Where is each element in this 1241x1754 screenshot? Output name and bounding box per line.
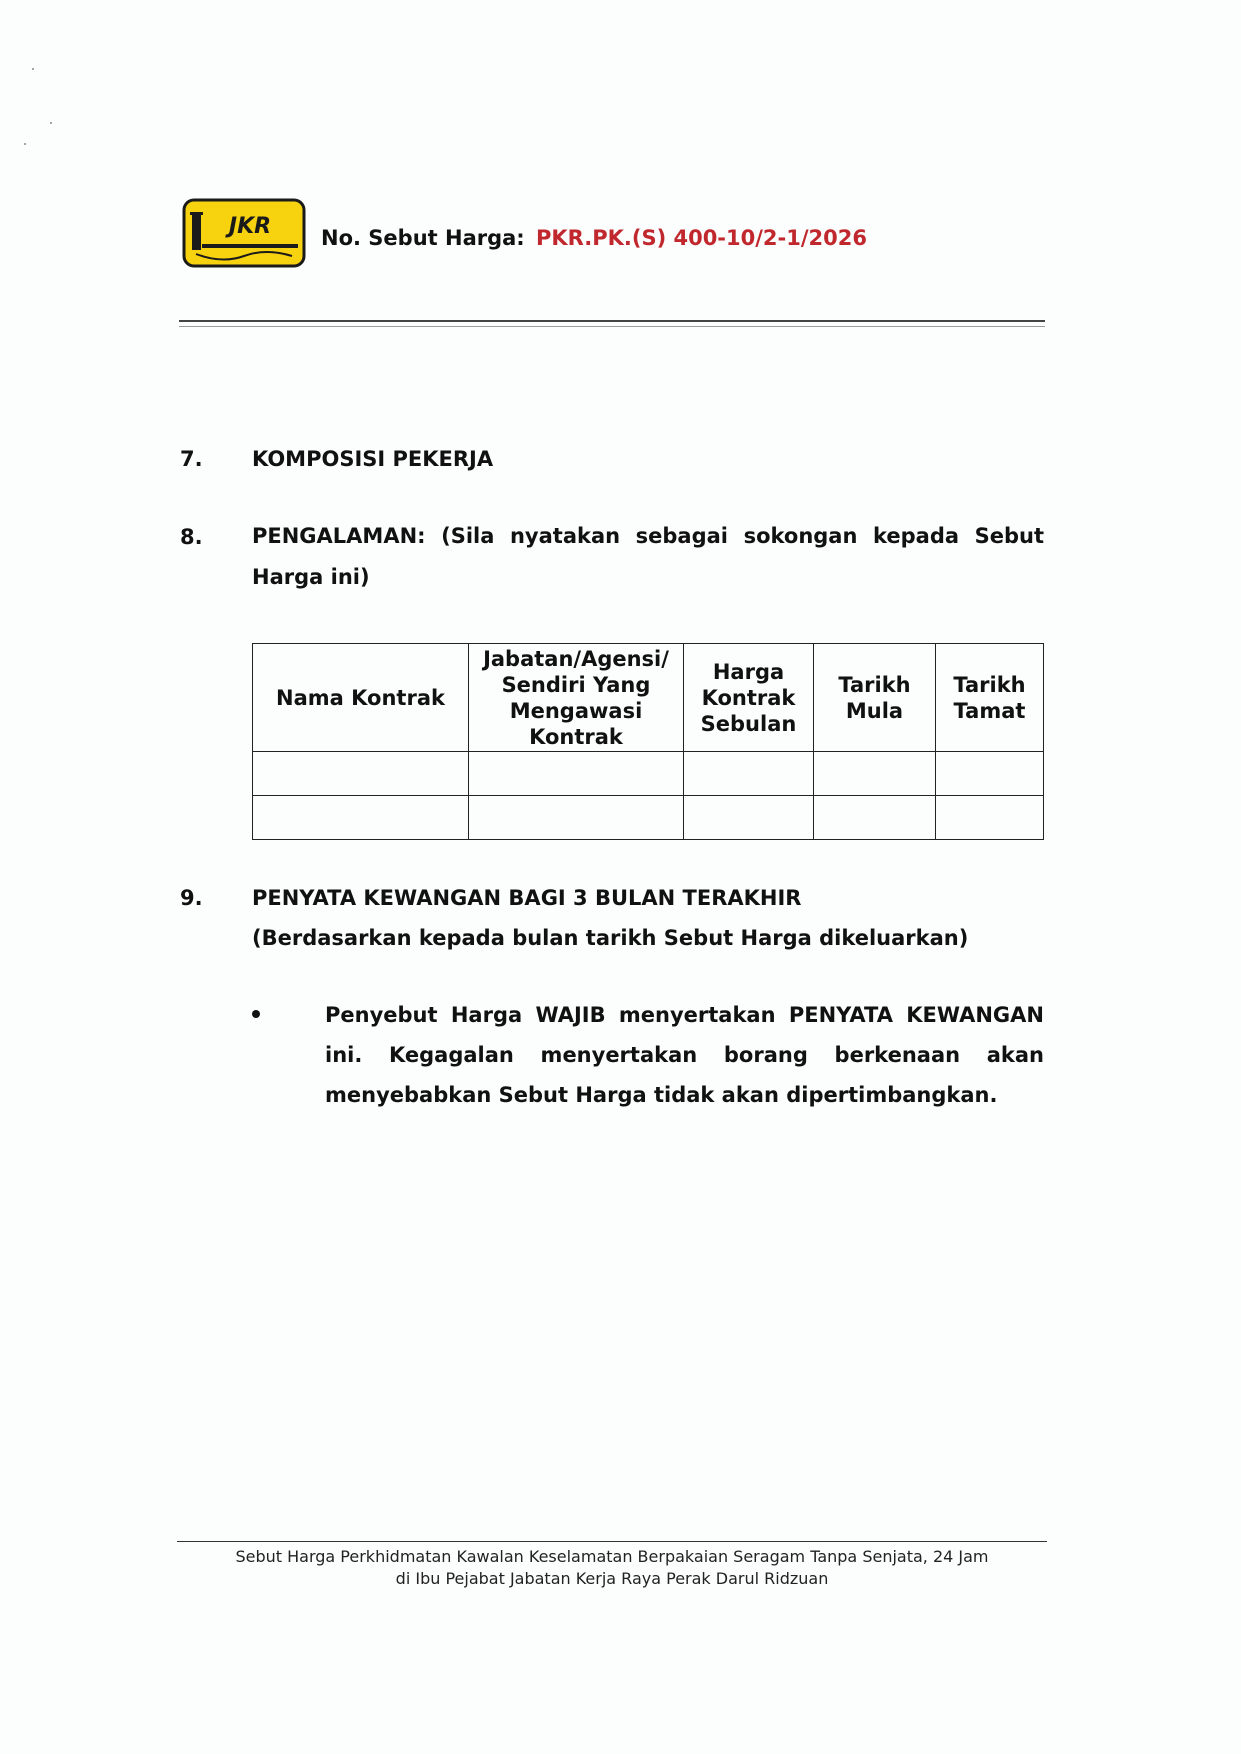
footer-line-1: Sebut Harga Perkhidmatan Kawalan Keselamatan Berpakaian Seragam Tanpa Senjata, 24 Jam (235, 1547, 989, 1566)
header-divider (179, 320, 1045, 322)
bullet-icon (252, 1010, 260, 1018)
table-cell[interactable] (814, 752, 936, 796)
table-header-row (253, 644, 1044, 752)
table-cell[interactable] (253, 752, 469, 796)
quotation-number-label: No. Sebut Harga: (321, 226, 525, 250)
section-8-number: 8. (180, 525, 203, 549)
footer-divider (177, 1541, 1047, 1542)
section-9-number: 9. (180, 886, 203, 910)
section-9-title: PENYATA KEWANGAN BAGI 3 BULAN TERAKHIR (252, 886, 802, 910)
table-row (253, 796, 1044, 840)
col-header-monthly-price: Harga Kontrak Sebulan (684, 644, 814, 752)
scan-speck (24, 143, 26, 145)
section-8-text: PENGALAMAN: (Sila nyatakan sebagai sokongan kepada Sebut Harga ini) (252, 524, 1044, 589)
table-cell[interactable] (936, 752, 1044, 796)
section-7-title: KOMPOSISI PEKERJA (252, 447, 494, 471)
col-header-contract-name: Nama Kontrak (253, 644, 469, 752)
financial-statement-note: Penyebut Harga WAJIB menyertakan PENYATA KEWANGAN ini. Kegagalan menyertakan borang berkenaan akan menyebabkan Sebut Harga tidak akan dipertimbangkan. (325, 1003, 1044, 1107)
header-divider-thin (179, 326, 1045, 327)
col-header-supervising-agency: Jabatan/Agensi/ Sendiri Yang Mengawasi Kontrak (469, 644, 684, 752)
footer (177, 1546, 1047, 1590)
table-cell[interactable] (936, 796, 1044, 840)
jkr-logo (182, 198, 306, 270)
table-row (253, 752, 1044, 796)
scan-speck (50, 122, 52, 124)
experience-table (252, 643, 1044, 840)
quotation-number-value: PKR.PK.(S) 400-10/2-1/2026 (536, 226, 867, 250)
table-cell[interactable] (814, 796, 936, 840)
section-7-number: 7. (180, 447, 203, 471)
scan-speck (32, 68, 34, 70)
table-cell[interactable] (684, 752, 814, 796)
col-header-end-date: Tarikh Tamat (936, 644, 1044, 752)
logo-text: JKR (228, 214, 272, 239)
section-9-subtitle: (Berdasarkan kepada bulan tarikh Sebut Harga dikeluarkan) (252, 926, 969, 950)
table-cell[interactable] (469, 796, 684, 840)
footer-line-2: di Ibu Pejabat Jabatan Kerja Raya Perak Darul Ridzuan (395, 1569, 829, 1588)
table-cell[interactable] (469, 752, 684, 796)
table-cell[interactable] (253, 796, 469, 840)
col-header-start-date: Tarikh Mula (814, 644, 936, 752)
table-cell[interactable] (684, 796, 814, 840)
